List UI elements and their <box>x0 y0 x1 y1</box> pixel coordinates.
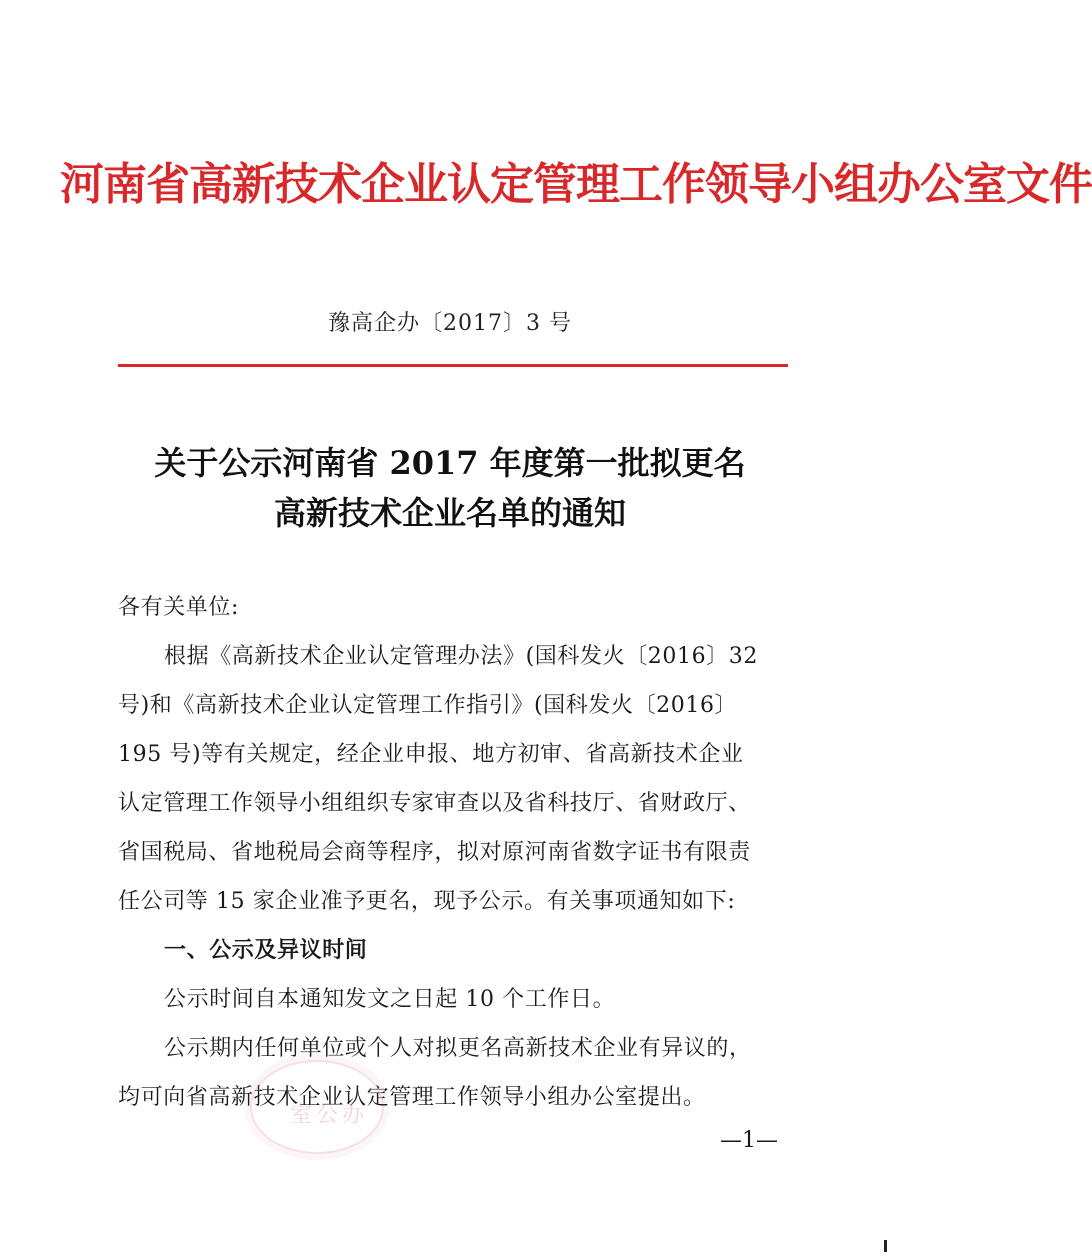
paragraph-line: 根据《高新技术企业认定管理办法》(国科发火〔2016〕32 <box>164 644 758 669</box>
section-heading-publicity-period: 一、公示及异议时间 <box>164 938 368 963</box>
salutation: 各有关单位: <box>118 595 240 620</box>
paragraph-publicity-duration: 公示时间自本通知发文之日起 10 个工作日。 <box>164 987 616 1012</box>
page-number: —1— <box>720 1128 778 1153</box>
notice-title-line-2: 高新技术企业名单的通知 <box>273 494 626 532</box>
paragraph-line: 省国税局、省地税局会商等程序，拟对原河南省数字证书有限责 <box>118 840 751 865</box>
paragraph-line: 均可向省高新技术企业认定管理工作领导小组办公室提出。 <box>118 1085 706 1110</box>
paragraph-line: 号)和《高新技术企业认定管理工作指引》(国科发火〔2016〕 <box>118 693 738 718</box>
red-separator-line <box>118 364 788 367</box>
notice-title <box>0 438 900 538</box>
paragraph-regulations <box>118 632 790 926</box>
paragraph-line: 认定管理工作领导小组组织专家审查以及省科技厅、省财政厅、 <box>118 791 751 816</box>
paragraph-line: 公示期内任何单位或个人对拟更名高新技术企业有异议的， <box>164 1036 752 1061</box>
paragraph-objections <box>118 1024 790 1122</box>
notice-title-line-1: 关于公示河南省 2017 年度第一批拟更名 <box>154 444 746 482</box>
paragraph-line: 任公司等 15 家企业准予更名，现予公示。有关事项通知如下: <box>118 889 736 914</box>
document-number: 豫高企办〔2017〕3 号 <box>328 311 572 336</box>
scan-edge-mark <box>884 1240 887 1252</box>
document-body <box>118 583 790 1122</box>
issuing-authority-header: 河南省高新技术企业认定管理工作领导小组办公室文件 <box>60 159 1092 210</box>
official-seal-text: 室公办 <box>290 1103 369 1128</box>
paragraph-line: 195 号)等有关规定，经企业申报、地方初审、省高新技术企业 <box>118 742 744 767</box>
